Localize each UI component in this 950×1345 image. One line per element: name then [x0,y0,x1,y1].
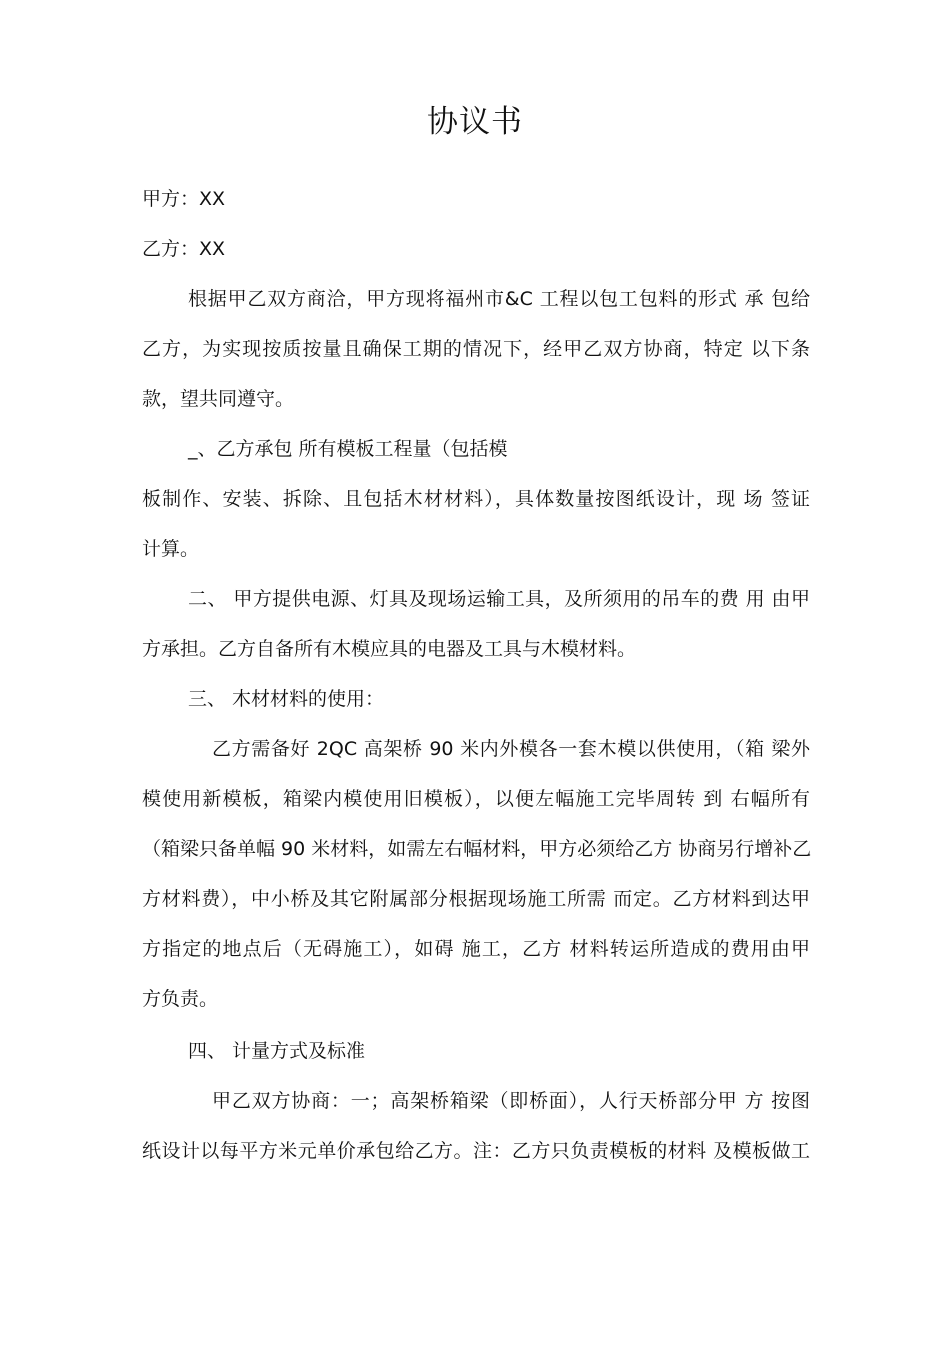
clause-1-line: 计算。 [142,538,200,560]
clause-1-line: 板制作、安装、拆除、且包括木材材料），具体数量按图纸设计，现 场 签证 [142,488,810,510]
intro-paragraph-line: 根据甲乙双方商洽，甲方现将福州市&C 工程以包工包料的形式 承 包给 [188,288,810,310]
clause-3-line: （箱梁只备单幅 90 米材料，如需左右幅材料，甲方必须给乙方 协商另行增补乙 [142,838,812,860]
clause-1-line: _、乙方承包 所有模板工程量（包括模 [188,438,508,460]
clause-4-heading: 四、 计量方式及标准 [188,1040,366,1062]
clause-3-heading: 三、 木材材料的使用： [188,688,385,710]
document-title: 协议书 [427,104,523,140]
clause-4-line: 纸设计以每平方米元单价承包给乙方。注：乙方只负责模板的材料 及模板做工 [142,1140,810,1162]
party-b-line: 乙方：XX [142,238,226,260]
clause-2-line: 方承担。乙方自备所有木模应具的电器及工具与木模材料。 [142,638,637,660]
clause-3-line: 乙方需备好 2QC 高架桥 90 米内外模各一套木模以供使用，（箱 梁外 [212,738,810,760]
party-a-line: 甲方：XX [142,188,226,210]
clause-3-line: 方指定的地点后（无碍施工），如碍 施工，乙方 材料转运所造成的费用由甲 [142,938,810,960]
clause-3-line: 模使用新模板，箱梁内模使用旧模板），以便左幅施工完毕周转 到 右幅所有 [142,788,810,810]
intro-paragraph-line: 乙方，为实现按质按量且确保工期的情况下，经甲乙双方协商，特定 以下条 [142,338,810,360]
intro-paragraph-line: 款，望共同遵守。 [142,388,295,410]
clause-4-line: 甲乙双方协商：一；高架桥箱梁（即桥面），人行天桥部分甲 方 按图 [212,1090,810,1112]
clause-3-line: 方负责。 [142,988,219,1010]
clause-2-line: 二、 甲方提供电源、灯具及现场运输工具，及所须用的吊车的费 用 由甲 [188,588,810,610]
clause-3-line: 方材料费），中小桥及其它附属部分根据现场施工所需 而定。乙方材料到达甲 [142,888,810,910]
